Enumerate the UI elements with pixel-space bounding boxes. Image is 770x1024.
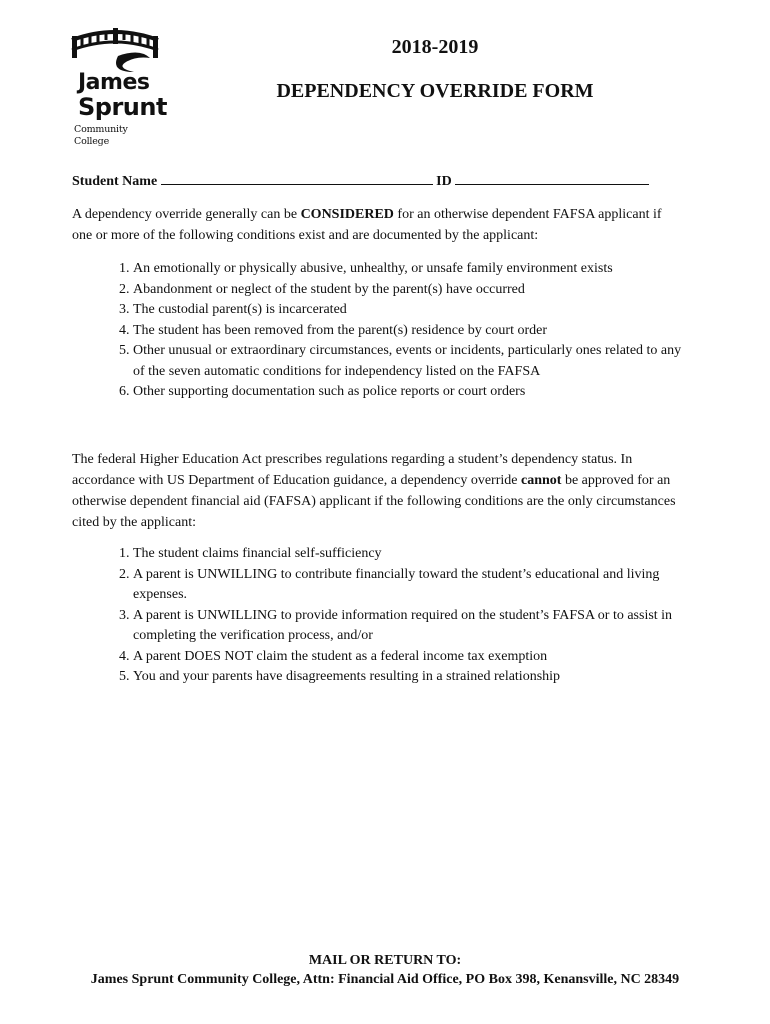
mailing-address: James Sprunt Community College, Attn: Financial Aid Office, PO Box 398, Kenansville, NC 28349 (90, 972, 680, 987)
logo-line-community-college: Community College (74, 124, 128, 147)
list-item: 3. The custodial parent(s) is incarcerated (133, 300, 693, 321)
excluded-circumstances-list (116, 544, 693, 688)
regulation-text-start: The federal Higher Education Act prescribes regulations regarding a student’s dependency status. In accordance with US Department of Education guidance, a dependency override (72, 452, 633, 488)
mail-return-heading: MAIL OR RETURN TO: (308, 953, 462, 968)
list-item: 1. The student claims financial self-sufficiency (133, 544, 693, 565)
list-item: 6. Other supporting documentation such as police reports or court orders (133, 382, 693, 403)
list-item: 2. Abandonment or neglect of the student by the parent(s) have occurred (133, 280, 693, 301)
regulation-paragraph (72, 449, 684, 533)
intro-text-start: A dependency override generally can be (72, 207, 301, 222)
logo-line-sprunt: Sprunt (78, 93, 167, 121)
student-name-label: Student Name (72, 174, 158, 189)
list-item: 4. The student has been removed from the parent(s) residence by court order (133, 321, 693, 342)
list-item: 4. A parent DOES NOT claim the student as a federal income tax exemption (133, 647, 693, 668)
id-label: ID (436, 174, 452, 189)
form-title: DEPENDENCY OVERRIDE FORM (276, 80, 594, 102)
list-item: 5. Other unusual or extraordinary circumstances, events or incidents, particularly ones related to any of the seven automatic conditions for independency listed on the FAFSA (133, 341, 693, 382)
intro-paragraph (72, 204, 684, 246)
list-item: 2. A parent is UNWILLING to contribute financially toward the student’s educational and living expenses. (133, 565, 693, 606)
list-item: 1. An emotionally or physically abusive, unhealthy, or unsafe family environment exists (133, 259, 693, 280)
form-year: 2018-2019 (391, 36, 479, 58)
regulation-emphasis: cannot (520, 473, 562, 488)
student-name-field[interactable] (161, 171, 433, 185)
list-item: 3. A parent is UNWILLING to provide information required on the student’s FAFSA or to assist in completing the verification process, and/or (133, 606, 693, 647)
list-item: 5. You and your parents have disagreements resulting in a strained relationship (133, 667, 693, 688)
logo-line-james: James (78, 70, 150, 95)
intro-emphasis: CONSIDERED (300, 207, 394, 222)
student-id-field[interactable] (455, 171, 649, 185)
override-conditions-list (116, 259, 693, 403)
regulation-text-end: be approved for an otherwise dependent financial aid (FAFSA) applicant if the following conditions are the only circumstances cited by the applicant: (72, 473, 676, 530)
intro-text-end: for an otherwise dependent FAFSA applicant if one or more of the following conditions exist and are documented by the applicant: (72, 207, 662, 243)
student-info-row (72, 171, 649, 190)
